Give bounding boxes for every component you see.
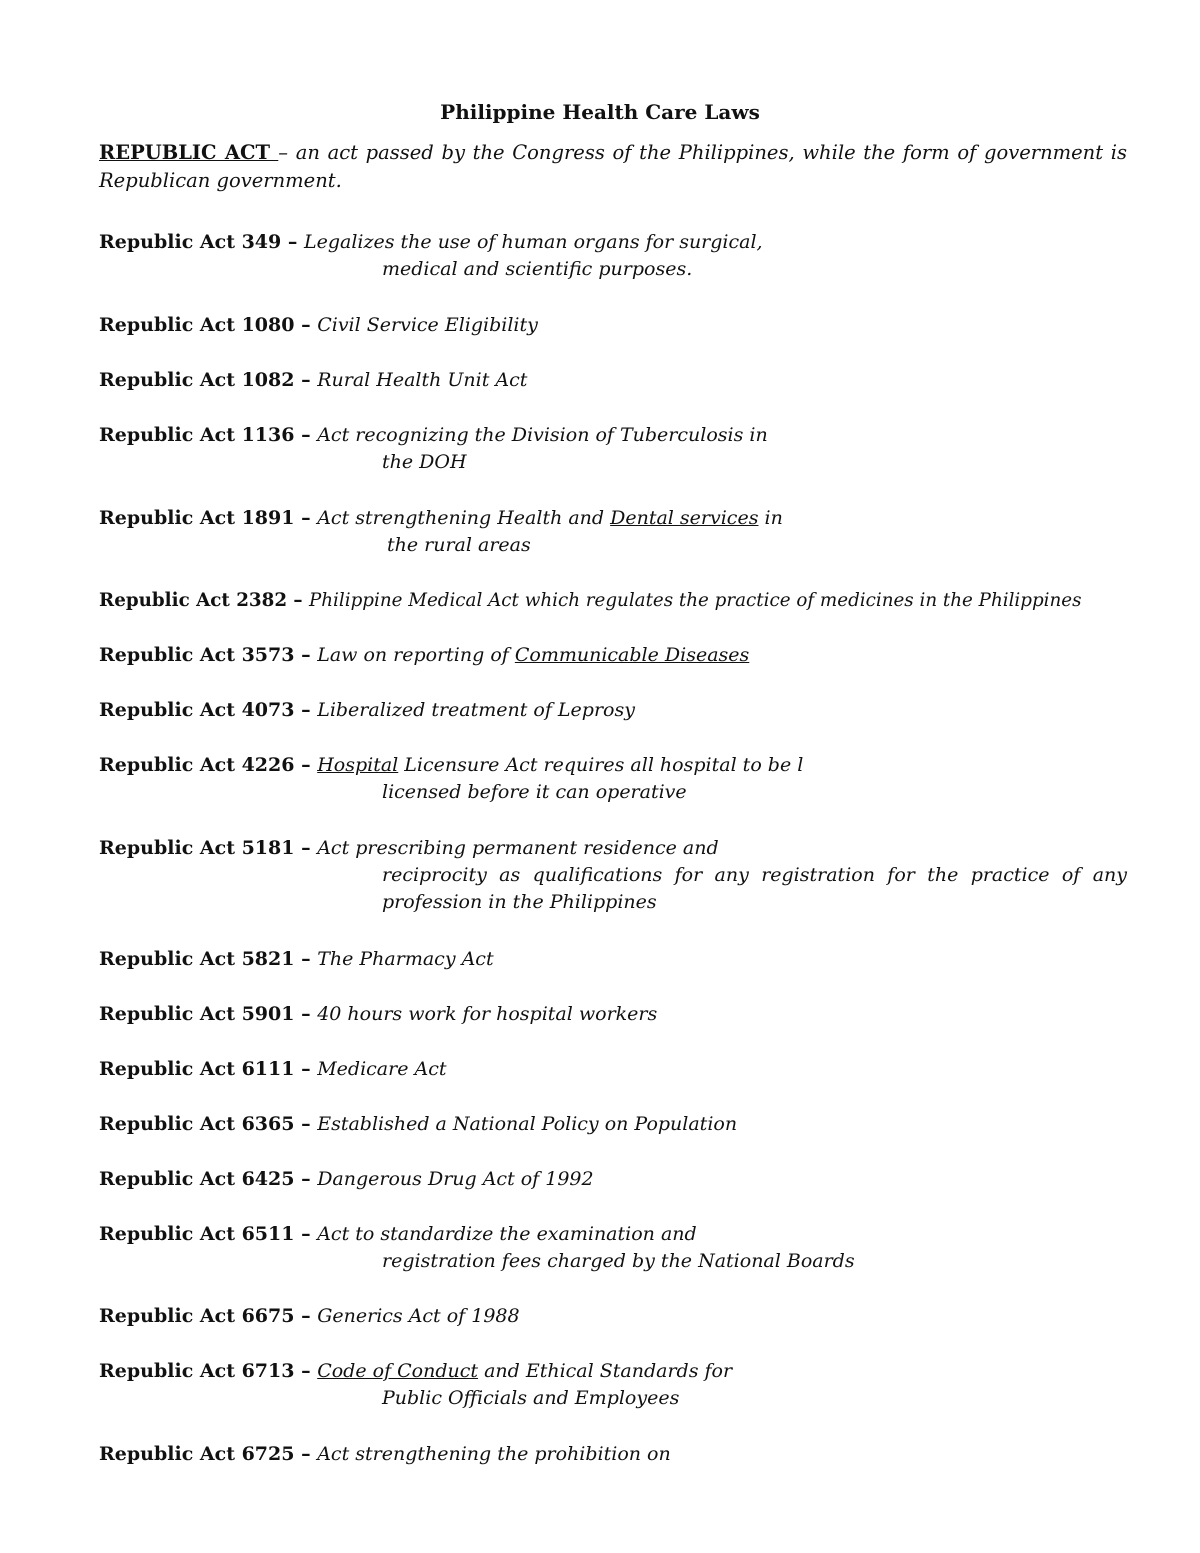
intro-term: REPUBLIC ACT	[99, 141, 279, 164]
law-entry-ra5181	[99, 835, 1127, 916]
law-label: Republic Act 349 –	[99, 231, 304, 253]
law-description: 40 hours work for hospital workers	[317, 1003, 658, 1025]
law-label: Republic Act 1080 –	[99, 314, 318, 336]
intro-definition: – an act passed by the Congress of the Philippines, while the form of government is Republican government.	[99, 141, 1127, 192]
law-label: Republic Act 4226 –	[99, 754, 318, 776]
law-description: Civil Service Eligibility	[317, 314, 538, 336]
law-entry-ra6675	[99, 1303, 1127, 1330]
law-description: Act prescribing permanent residence and	[317, 837, 719, 859]
law-label: Republic Act 1136 –	[99, 424, 318, 446]
law-description: The Pharmacy Act	[317, 948, 494, 970]
law-entry-ra4226	[99, 752, 1127, 806]
law-label: Republic Act 6425 –	[99, 1168, 318, 1190]
law-entry-ra1891	[99, 505, 1127, 559]
law-label: Republic Act 5901 –	[99, 1003, 318, 1025]
law-entry-ra5821	[99, 946, 1127, 973]
law-description-after: Licensure Act requires all hospital to be l	[398, 754, 804, 776]
law-label: Republic Act 1891 –	[99, 507, 318, 529]
law-entry-ra2382	[99, 587, 1127, 614]
law-label: Republic Act 3573 –	[99, 644, 318, 666]
law-entry-ra6713	[99, 1358, 1127, 1412]
law-label: Republic Act 6111 –	[99, 1058, 318, 1080]
law-label: Republic Act 6675 –	[99, 1305, 318, 1327]
law-label: Republic Act 6713 –	[99, 1360, 318, 1382]
law-description-underlined: Dental services	[610, 507, 759, 529]
law-label: Republic Act 1082 –	[99, 369, 318, 391]
law-label: Republic Act 6511 –	[99, 1223, 318, 1245]
law-description-continued: medical and scientific purposes.	[382, 258, 693, 280]
law-description-continued: Public Officials and Employees	[382, 1387, 680, 1409]
law-label: Republic Act 5181 –	[99, 837, 318, 859]
law-entry-ra1082	[99, 367, 1127, 394]
law-description: Law on reporting of	[317, 644, 515, 666]
law-description-after: in	[758, 507, 783, 529]
law-description: Act strengthening Health and	[317, 507, 611, 529]
law-entry-ra6725	[99, 1441, 1127, 1468]
law-description: Act recognizing the Division of Tuberculosis in	[317, 424, 768, 446]
law-description: Dangerous Drug Act of 1992	[317, 1168, 594, 1190]
law-description: Medicare Act	[317, 1058, 447, 1080]
law-description: Established a National Policy on Population	[317, 1113, 738, 1135]
law-label: Republic Act 4073 –	[99, 699, 318, 721]
law-description-underlined: Code of Conduct	[317, 1360, 479, 1382]
law-description: Liberalized treatment of Leprosy	[317, 699, 635, 721]
law-entry-ra6511	[99, 1221, 1127, 1275]
law-description: Act to standardize the examination and	[317, 1223, 697, 1245]
law-entry-ra4073	[99, 697, 1127, 724]
law-description: Generics Act of 1988	[317, 1305, 520, 1327]
law-description-continued: the DOH	[382, 451, 467, 473]
law-description-continued: reciprocity as qualifications for any registration for the practice of any profession in the Philippines	[382, 864, 1127, 913]
law-description-continued: the rural areas	[387, 534, 531, 556]
law-description-underlined: Communicable Diseases	[514, 644, 750, 666]
law-entry-ra3573	[99, 642, 1127, 669]
law-entry-ra1136	[99, 422, 1127, 476]
law-description: Philippine Medical Act which regulates the practice of medicines in the Philippines	[308, 590, 1082, 611]
law-entry-ra6425	[99, 1166, 1127, 1193]
law-description-underlined: Hospital	[317, 754, 399, 776]
law-label: Republic Act 6365 –	[99, 1113, 318, 1135]
law-entry-ra5901	[99, 1001, 1127, 1028]
law-label: Republic Act 2382 –	[99, 590, 309, 611]
law-description-continued: registration fees charged by the National Boards	[382, 1250, 855, 1272]
law-entry-ra1080	[99, 312, 1127, 339]
law-description-continued: licensed before it can operative	[382, 781, 687, 803]
document-title: Philippine Health Care Laws	[440, 100, 760, 124]
law-description-after: and Ethical Standards for	[478, 1360, 733, 1382]
law-entry-ra6365	[99, 1111, 1127, 1138]
law-label: Republic Act 6725 –	[99, 1443, 318, 1465]
law-label: Republic Act 5821 –	[99, 948, 318, 970]
law-description: Legalizes the use of human organs for surgical,	[303, 231, 763, 253]
law-entry-ra6111	[99, 1056, 1127, 1083]
law-description: Rural Health Unit Act	[317, 369, 528, 391]
intro-paragraph	[99, 139, 1127, 195]
law-description: Act strengthening the prohibition on	[317, 1443, 671, 1465]
law-entry-ra349	[99, 229, 1127, 283]
